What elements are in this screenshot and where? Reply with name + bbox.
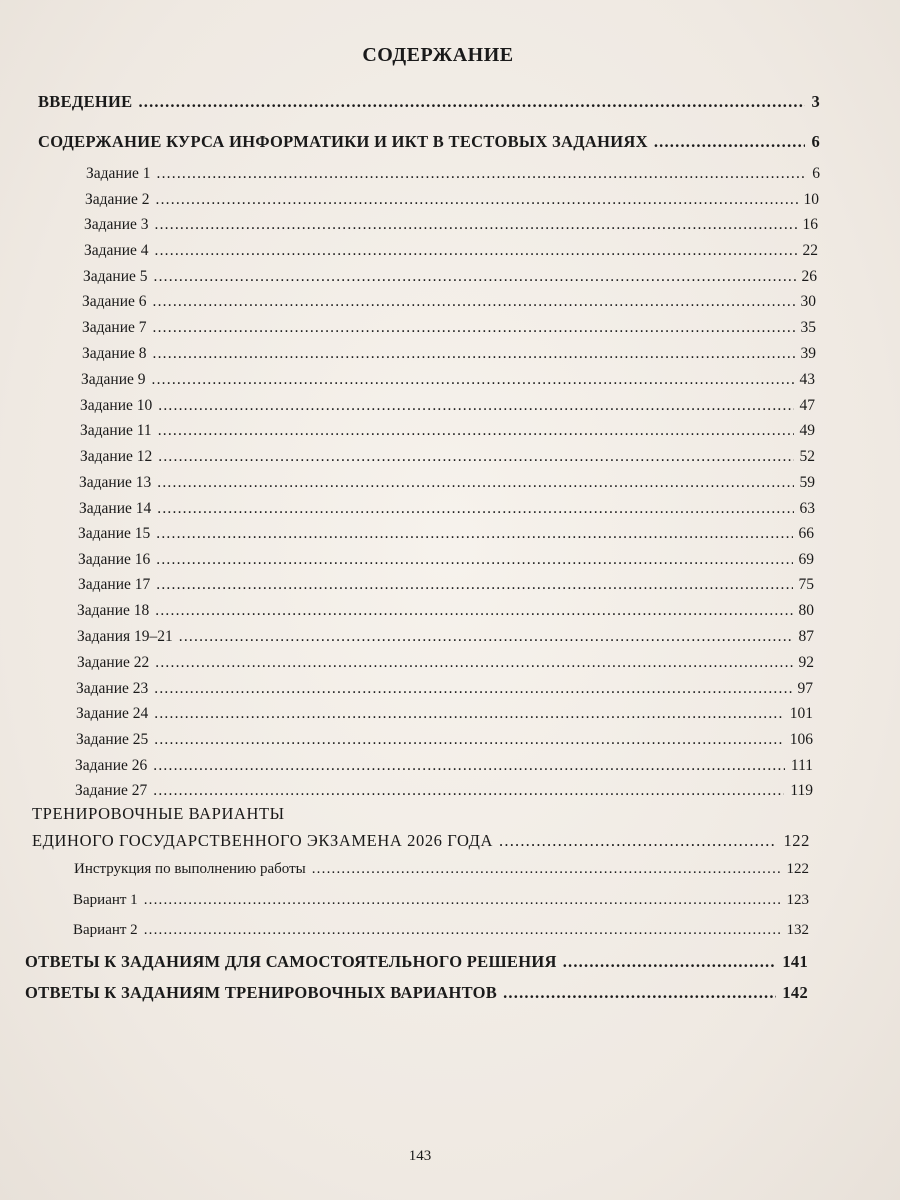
leader-dots xyxy=(179,628,793,646)
toc-entry-task xyxy=(81,371,815,389)
toc-entry-page: 59 xyxy=(799,474,815,491)
toc-entry-page: 52 xyxy=(799,448,815,465)
leader-dots xyxy=(154,705,783,723)
toc-entry-label: Вариант 1 xyxy=(73,892,138,908)
toc-entry-label: ОТВЕТЫ К ЗАДАНИЯМ ДЛЯ САМОСТОЯТЕЛЬНОГО РЕШЕНИЯ xyxy=(25,952,557,971)
toc-entry-task xyxy=(82,293,816,311)
toc-entry-task xyxy=(83,268,817,286)
leader-dots xyxy=(156,525,792,543)
toc-entry-label: ВВЕДЕНИЕ xyxy=(38,92,133,111)
toc-entry-page: 35 xyxy=(800,319,816,336)
toc-entry-task xyxy=(75,782,813,800)
toc-entry-label: Задание 9 xyxy=(81,371,146,388)
toc-entry-label: Задание 14 xyxy=(79,500,152,517)
toc-entry-page: 106 xyxy=(789,731,813,748)
toc-entry-intro xyxy=(38,92,820,112)
leader-dots xyxy=(312,861,781,878)
toc-entry-page: 141 xyxy=(782,952,808,971)
leader-dots xyxy=(158,422,794,440)
toc-entry-page: 142 xyxy=(782,983,808,1002)
toc-entry-page: 97 xyxy=(797,680,813,697)
toc-entry-page: 111 xyxy=(790,757,813,774)
toc-entry-page: 6 xyxy=(811,132,820,151)
toc-entry-label: Задание 16 xyxy=(78,551,151,568)
leader-dots xyxy=(155,602,792,620)
toc-entry-page: 69 xyxy=(798,551,814,568)
leader-dots xyxy=(153,345,795,363)
leader-dots xyxy=(154,680,791,698)
toc-entry-task xyxy=(76,731,813,749)
toc-entry-task xyxy=(82,345,816,363)
toc-entry-training xyxy=(32,831,810,851)
toc-entry-page: 80 xyxy=(798,602,814,619)
toc-entry-task xyxy=(78,576,814,594)
toc-entry-task xyxy=(77,654,814,672)
toc-entry-task xyxy=(85,191,819,209)
leader-dots xyxy=(144,892,781,909)
leader-dots xyxy=(499,831,777,851)
toc-entry-task xyxy=(77,602,814,620)
toc-entry-label: Задание 10 xyxy=(80,397,153,414)
toc-entry-task xyxy=(79,474,815,492)
leader-dots xyxy=(156,191,798,209)
toc-entry-page: 123 xyxy=(786,892,809,908)
toc-entry-page: 47 xyxy=(799,397,815,414)
toc-entry-page: 6 xyxy=(812,165,820,182)
leader-dots xyxy=(144,922,781,939)
toc-entry-page: 43 xyxy=(799,371,815,388)
leader-dots xyxy=(654,132,806,152)
toc-entry-task xyxy=(78,551,814,569)
toc-entry-task xyxy=(80,397,815,415)
leader-dots xyxy=(157,500,793,518)
toc-entry-label: Задание 6 xyxy=(82,293,147,310)
leader-dots xyxy=(153,319,795,337)
toc-entry-variant xyxy=(73,922,809,939)
toc-entry-label: Инструкция по выполнению работы xyxy=(74,861,306,877)
toc-entry-label: ОТВЕТЫ К ЗАДАНИЯМ ТРЕНИРОВОЧНЫХ ВАРИАНТОВ xyxy=(25,983,498,1002)
toc-entry-page: 101 xyxy=(789,705,813,722)
toc-entry-page: 22 xyxy=(802,242,818,259)
leader-dots xyxy=(153,293,795,311)
toc-entry-page: 66 xyxy=(798,525,814,542)
toc-entry-label: Задание 4 xyxy=(84,242,149,259)
toc-entry-task xyxy=(76,705,813,723)
toc-entry-answers-training xyxy=(25,983,808,1003)
toc-entry-page: 132 xyxy=(786,922,809,938)
leader-dots xyxy=(155,216,797,234)
leader-dots xyxy=(156,576,792,594)
leader-dots xyxy=(158,448,793,466)
toc-entry-label: Задание 2 xyxy=(85,191,150,208)
toc-entry-task xyxy=(82,319,816,337)
toc-entry-label: Задание 17 xyxy=(78,576,151,593)
toc-entry-task xyxy=(80,448,815,466)
leader-dots xyxy=(152,371,794,389)
toc-entry-label: Задание 26 xyxy=(75,757,148,774)
leader-dots xyxy=(155,242,797,260)
toc-entry-label: Задание 12 xyxy=(80,448,153,465)
leader-dots xyxy=(138,92,805,112)
toc-entry-page: 63 xyxy=(799,500,815,517)
page-number: 143 xyxy=(408,1148,432,1164)
leader-dots xyxy=(158,397,793,415)
toc-entry-label: СОДЕРЖАНИЕ КУРСА ИНФОРМАТИКИ И ИКТ В ТЕСТОВЫХ ЗАДАНИЯХ xyxy=(38,132,648,151)
leader-dots xyxy=(154,731,783,749)
toc-entry-label: Задание 24 xyxy=(76,705,149,722)
toc-entry-page: 75 xyxy=(798,576,814,593)
toc-entry-page: 39 xyxy=(800,345,816,362)
toc-entry-label: Задание 23 xyxy=(76,680,149,697)
toc-entry-task xyxy=(76,680,813,698)
toc-entry-page: 3 xyxy=(811,92,820,111)
toc-entry-instruction xyxy=(74,861,809,878)
leader-dots xyxy=(157,474,793,492)
toc-entry-page: 119 xyxy=(790,782,813,799)
toc-entry-label: Задание 27 xyxy=(75,782,148,799)
toc-entry-label: Задание 8 xyxy=(82,345,147,362)
toc-entry-page: 30 xyxy=(800,293,816,310)
toc-entry-label: ЕДИНОГО ГОСУДАРСТВЕННОГО ЭКЗАМЕНА 2026 ГОДА xyxy=(32,831,494,850)
toc-entry-task xyxy=(77,628,814,646)
leader-dots xyxy=(503,983,776,1003)
toc-entry-page: 16 xyxy=(802,216,818,233)
toc-entry-task xyxy=(78,525,814,543)
toc-entry-page: 122 xyxy=(786,861,809,877)
training-heading-line1: ТРЕНИРОВОЧНЫЕ ВАРИАНТЫ xyxy=(32,804,285,823)
toc-entry-task xyxy=(84,216,818,234)
leader-dots xyxy=(156,551,792,569)
leader-dots xyxy=(153,757,785,775)
leader-dots xyxy=(154,268,796,286)
toc-entry-label: Задание 3 xyxy=(84,216,149,233)
toc-entry-task xyxy=(86,165,820,183)
toc-entry-answers-self xyxy=(25,952,808,972)
toc-entry-task xyxy=(80,422,815,440)
toc-entry-label: Задания 19–21 xyxy=(77,628,173,645)
toc-entry-task xyxy=(79,500,815,518)
toc-entry-label: Задание 18 xyxy=(77,602,150,619)
leader-dots xyxy=(157,165,807,183)
toc-entry-label: Задание 7 xyxy=(82,319,147,336)
toc-entry-page: 92 xyxy=(798,654,814,671)
toc-entry-task xyxy=(75,757,813,775)
leader-dots xyxy=(155,654,792,672)
toc-entry-variant xyxy=(73,892,809,909)
page-title: СОДЕРЖАНИЕ xyxy=(362,44,514,66)
toc-entry-course xyxy=(38,132,820,152)
leader-dots xyxy=(563,952,777,972)
toc-entry-page: 10 xyxy=(803,191,819,208)
toc-entry-label: Задание 5 xyxy=(83,268,148,285)
toc-entry-task xyxy=(84,242,818,260)
toc-entry-label: Задание 15 xyxy=(78,525,151,542)
toc-entry-label: Задание 13 xyxy=(79,474,152,491)
toc-entry-label: Задание 22 xyxy=(77,654,150,671)
toc-entry-label: Вариант 2 xyxy=(73,922,138,938)
toc-entry-page: 87 xyxy=(798,628,814,645)
toc-entry-page: 49 xyxy=(799,422,815,439)
toc-entry-label: Задание 25 xyxy=(76,731,149,748)
toc-entry-page: 122 xyxy=(783,831,810,850)
toc-entry-label: Задание 11 xyxy=(80,422,152,439)
toc-entry-label: Задание 1 xyxy=(86,165,151,182)
leader-dots xyxy=(153,782,784,800)
toc-entry-page: 26 xyxy=(801,268,817,285)
